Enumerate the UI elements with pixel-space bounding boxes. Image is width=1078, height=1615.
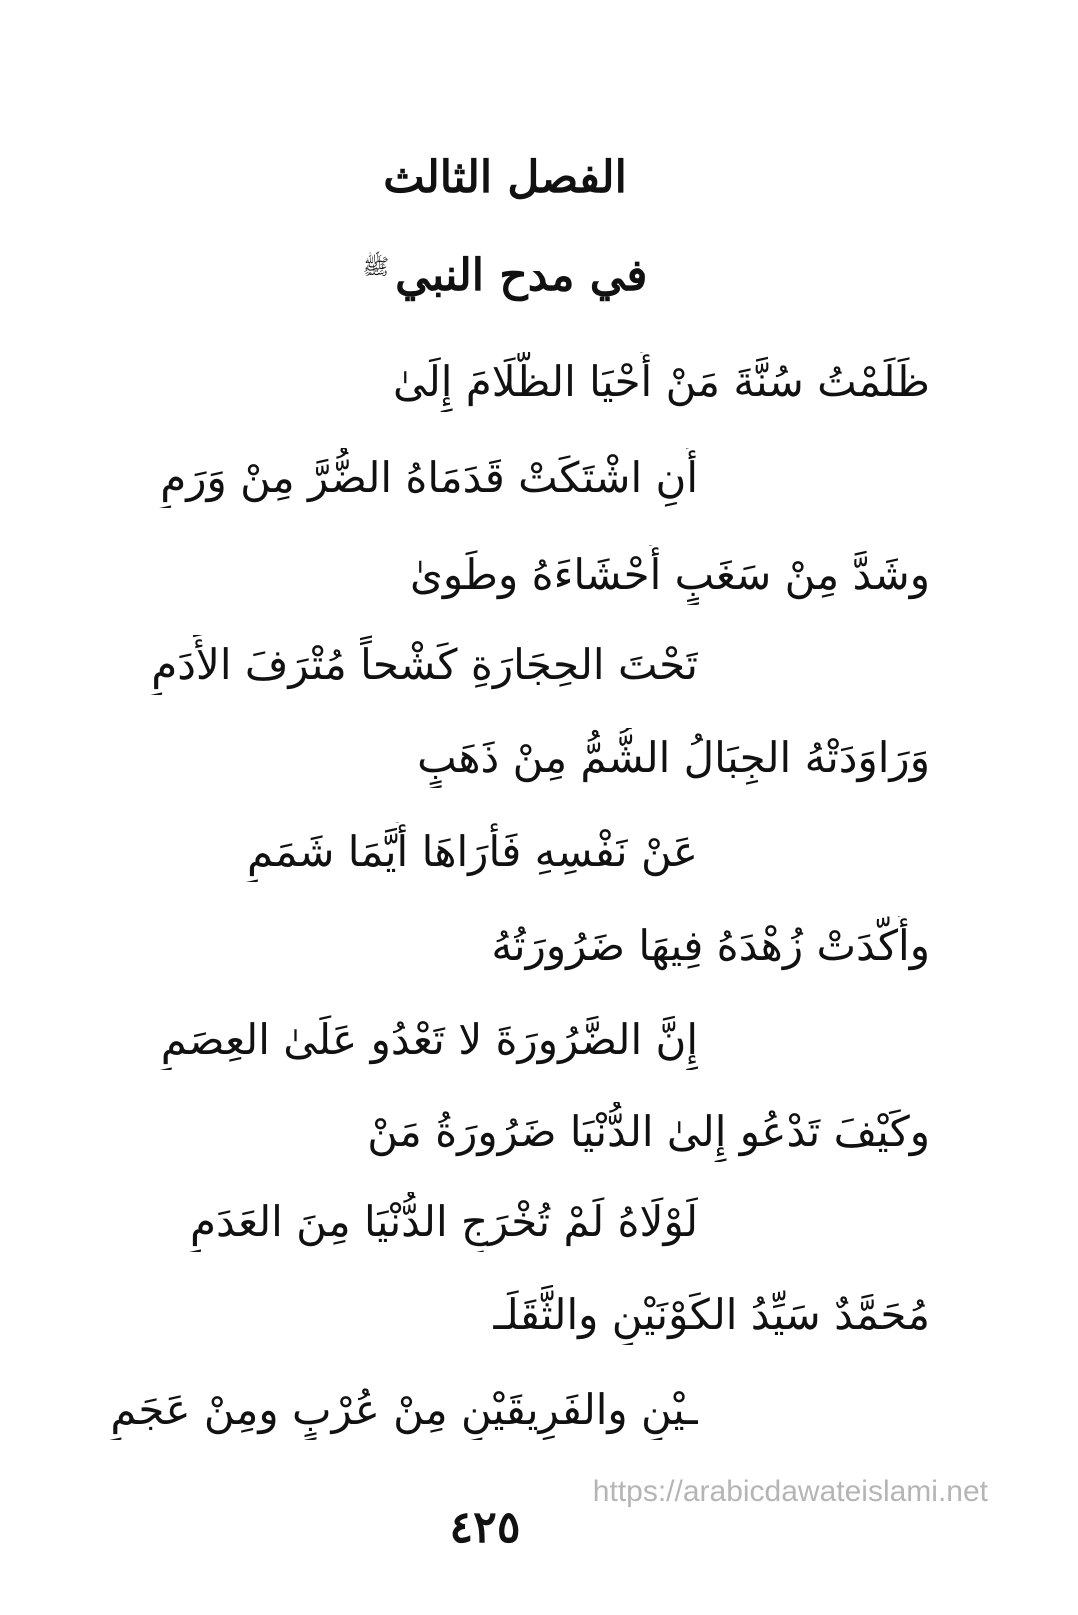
verse-6-second-hemistich: ـيْنِ والفَرِيقَيْنِ مِنْ عُرْبٍ ومِنْ عَجَمِ — [110, 1385, 698, 1434]
chapter-title: الفصل الثالث — [383, 152, 627, 203]
verse-1-second-hemistich: أَنِ اشْتَكَتْ قَدَمَاهُ الضُّرَّ مِنْ وَرَمِ — [160, 453, 698, 502]
verse-4-second-hemistich: إِنَّ الضَّرُورَةَ لا تَعْدُو عَلَىٰ العِصَمِ — [160, 1015, 698, 1064]
page-number: ٤٢٥ — [449, 1502, 521, 1553]
verse-5-first-hemistich: وكَيْفَ تَدْعُو إِلىٰ الدُّنْيَا ضَرُورَةُ مَنْ — [367, 1107, 930, 1156]
website-watermark: https://arabicdawateislami.net — [592, 1475, 988, 1508]
verse-2-first-hemistich: وشَدَّ مِنْ سَغَبٍ أَحْشَاءَهُ وطَوىٰ — [409, 550, 930, 599]
verse-4-first-hemistich: وأَكَّدَتْ زُهْدَهُ فِيهَا ضَرُورَتُهُ — [491, 921, 930, 970]
verse-3-first-hemistich: وَرَاوَدَتْهُ الجِبَالُ الشُّمُّ مِنْ ذَهَبٍ — [417, 733, 930, 782]
verse-3-second-hemistich: عَنْ نَفْسِهِ فَأَرَاهَا أَيَّمَا شَمَمِ — [247, 827, 698, 876]
section-title-text: في مدح النبي — [395, 250, 648, 301]
verse-5-second-hemistich: لَوْلَاهُ لَمْ تُخْرَجِ الدُّنْيَا مِنَ العَدَمِ — [190, 1197, 698, 1246]
verse-2-second-hemistich: تَحْتَ الحِجَارَةِ كَشْحاً مُتْرَفَ الأَدَمِ — [151, 640, 698, 689]
honorific-symbol: ﷺ — [362, 255, 390, 281]
verse-1-first-hemistich: ظَلَمْتُ سُنَّةَ مَنْ أَحْيَا الظَّلَامَ إِلَىٰ — [392, 357, 930, 406]
verse-6-first-hemistich: مُحَمَّدٌ سَيِّدُ الكَوْنَيْنِ والثَّقَلَـ — [493, 1290, 930, 1339]
